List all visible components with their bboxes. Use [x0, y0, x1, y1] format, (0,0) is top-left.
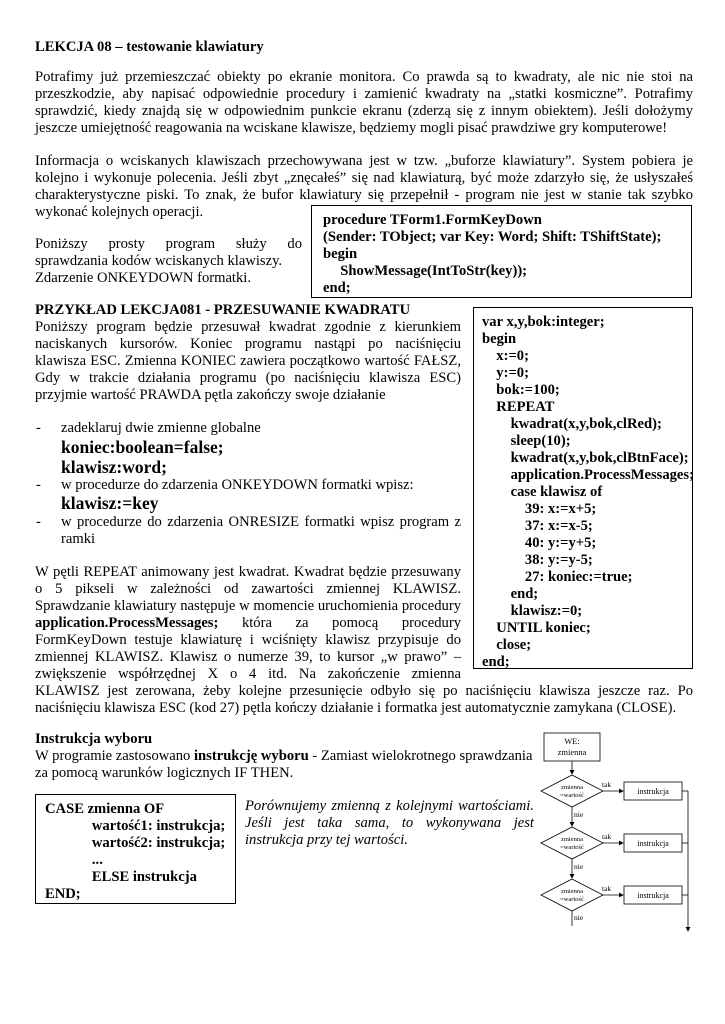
flowchart-no-label: nie — [574, 862, 584, 871]
flowchart-decision-label: =wartość — [560, 896, 584, 903]
code-line: var x,y,bok:integer; — [482, 314, 605, 330]
loop-line: Sprawdzanie klawiatury następuje w momencie uruchomienia procedury — [35, 598, 461, 614]
code-line: 40: y:=y+5; — [503, 535, 597, 551]
code-line: begin — [323, 246, 358, 262]
example-line: Poniższy program będzie przesuwał kwadrat zgodnie z kierunkiem — [35, 319, 461, 335]
flowchart-no-label: nie — [574, 913, 584, 922]
code-line: ShowMessage(IntToStr(key)); — [333, 263, 528, 279]
flowchart-action-label: instrukcja — [637, 839, 669, 848]
flowchart-decision-label: =wartość — [560, 844, 584, 851]
step-keydown: w procedurze do zdarzenia ONKEYDOWN formatki wpisz: — [61, 477, 414, 493]
code-line: kwadrat(x,y,bok,clRed); — [496, 416, 662, 432]
simple-program-paragraph — [35, 236, 302, 287]
code-line: end; — [482, 654, 510, 670]
buffer-line: kolejno i wykonuje polecenia. Jeśli zbyt „znęcałeś” się nad klawiaturą, być może zdarzyło się, że usłyszałeś — [35, 170, 693, 186]
intro-line: Potrafimy już przemieszczać obiekty po ekranie monitora. Co prawda są to kwadraty, ale nic nie stoi na — [35, 69, 693, 85]
flowchart-decision-label: zmienna — [560, 888, 584, 895]
code-line: kwadrat(x,y,bok,clBtnFace); — [496, 450, 689, 466]
bullet-dash: - — [36, 420, 41, 436]
step-onresize — [61, 514, 461, 548]
note-line: Porównujemy zmienną z kolejnymi wartościami. — [245, 798, 534, 814]
code-line: 27: koniec:=true; — [503, 569, 633, 585]
code-line: 37: x:=x-5; — [503, 518, 593, 534]
intro-paragraph — [35, 69, 693, 137]
page-title: LEKCJA 08 – testowanie klawiatury — [35, 39, 264, 55]
loop-line: FormKeyDown testuje klawiaturę i wciśnięty klawisz przypisuje do — [35, 632, 461, 648]
flowchart-yes-label: tak — [602, 832, 612, 841]
example-line: naciskanych kursorów. Koniec programu nastąpi po naciśnięciu — [35, 336, 461, 352]
intro-line: przeszkodzie, aby napisać odpowiednie procedury i zamienić kwadraty na „statki kosmiczne”. Potrafimy — [35, 86, 693, 102]
flowchart-decision-label: =wartość — [560, 792, 584, 799]
loop-description — [35, 564, 461, 683]
note-line: Jeśli jest taka sama, to wykonywana jest — [245, 815, 534, 831]
step-declare: zadeklaruj dwie zmienne globalne — [61, 420, 261, 436]
code-line: begin — [482, 331, 517, 347]
simple-program-line: sprawdzania kodów wciskanych klawiszy. — [35, 253, 283, 269]
flowchart-decision — [541, 775, 603, 807]
loop-line-bold: application.ProcessMessages; — [35, 615, 219, 631]
code-box-keydown — [311, 205, 692, 298]
choice-line-2: za pomocą warunków logicznych IF THEN. — [35, 765, 294, 781]
code-line: end; — [496, 586, 539, 602]
code-line: ELSE instrukcja — [70, 869, 197, 885]
code-line: UNTIL koniec; — [489, 620, 591, 636]
code-line: 39: x:=x+5; — [503, 501, 597, 517]
code-line: case klawisz of — [496, 484, 603, 500]
choice-text-bold: instrukcję wyboru — [194, 748, 309, 764]
choice-text: - Zamiast wielokrotnego sprawdzania — [308, 748, 533, 764]
note-line: instrukcja przy tej wartości. — [245, 832, 408, 848]
loop-line: zmiennej KLAWISZ. Klawisz o numerze 39, to kursor „w prawo” – — [35, 649, 461, 665]
loop-line: W pętli REPEAT animowany jest kwadrat. Kwadrat będzie przesuwany — [35, 564, 461, 580]
code-line: REPEAT — [489, 399, 555, 415]
loop-description-full — [35, 683, 693, 717]
flowchart-start-label: WE: — [564, 736, 580, 746]
loop-line: naciśnięciu klawisza ESC (kod 27) pętla kończy działanie i formatka jest automatycznie zamykana (CLOSE). — [35, 700, 677, 716]
code-line: end; — [323, 280, 351, 296]
code-line: CASE zmienna OF — [45, 801, 165, 817]
code-line: wartość1: instrukcja; — [70, 818, 226, 834]
flowchart-decision-label: zmienna — [560, 784, 584, 791]
declaration-klawisz: klawisz:word; — [61, 457, 167, 477]
code-line: wartość2: instrukcja; — [70, 835, 226, 851]
bullet-dash: - — [36, 477, 41, 493]
choice-text: W programie zastosowano — [35, 748, 194, 764]
loop-line-rest: która za pomocą procedury — [241, 615, 461, 631]
intro-line: sprawdzić, kiedy znajdą się w odpowiednim punkcie ekranu (zderzą się z innym obiektem). Jeśli dołożymy — [35, 103, 693, 119]
simple-program-line: Zdarzenie ONKEYDOWN formatki. — [35, 270, 251, 286]
code-line: klawisz:=0; — [496, 603, 583, 619]
flowchart-no-label: nie — [574, 810, 584, 819]
code-line: sleep(10); — [496, 433, 571, 449]
buffer-line: wykonać kolejnych operacji. — [35, 204, 204, 220]
flowchart-yes-label: tak — [602, 884, 612, 893]
example-description — [35, 319, 461, 404]
code-line: END; — [45, 886, 81, 902]
code-line: close; — [489, 637, 532, 653]
choice-flowchart — [530, 728, 700, 938]
flowchart-yes-label: tak — [602, 780, 612, 789]
code-box-loop — [473, 307, 693, 669]
flowchart-decision-label: zmienna — [560, 836, 584, 843]
bullet-dash: - — [36, 514, 41, 530]
loop-line: o 5 pikseli w zależności od zawartości zmiennej KLAWISZ. — [35, 581, 461, 597]
declaration-koniec: koniec:boolean=false; — [61, 437, 224, 457]
choice-title: Instrukcja wyboru — [35, 731, 153, 747]
code-line: 38: y:=y-5; — [503, 552, 593, 568]
compare-note — [245, 798, 534, 849]
code-box-case — [35, 794, 236, 904]
buffer-line: charakterystyczne piski. To znak, że bufor klawiatury się przepełnił - program nie jest w stanie tak szybko — [35, 187, 693, 203]
example-title: PRZYKŁAD LEKCJA081 - PRZESUWANIE KWADRATU — [35, 302, 411, 318]
example-line: Gdy w trakcie działania programu (po naciśnięciu klawisza ESC) — [35, 370, 461, 386]
code-line: application.ProcessMessages; — [496, 467, 694, 483]
code-line: y:=0; — [489, 365, 529, 381]
flowchart-start-label: zmienna — [557, 747, 587, 757]
flowchart-decision — [541, 879, 603, 911]
step-onresize-line: ramki — [61, 531, 96, 547]
simple-program-line: Poniższy prosty program służy do — [35, 236, 302, 252]
buffer-line: Informacja o wciskanych klawiszach przechowywana jest w tzw. „buforze klawiatury”. System pobiera je — [35, 153, 693, 169]
flowchart-action-label: instrukcja — [637, 787, 669, 796]
example-line: klawisza ESC. Zmienna KONIEC zawiera początkowo wartość FAŁSZ, — [35, 353, 461, 369]
assignment-klawisz: klawisz:=key — [61, 493, 159, 513]
loop-line — [35, 615, 461, 632]
intro-line: jeszcze umiejętność reagowania na wciskane klawisze, będziemy mogli pisać prawdziwe gry komputerowe! — [35, 120, 668, 136]
loop-line: zwiększenie współrzędnej X o 4 itd. Na zakończenie zmienna — [35, 666, 461, 682]
flowchart-action-label: instrukcja — [637, 891, 669, 900]
step-onresize-line: w procedurze do zdarzenia ONRESIZE formatki wpisz program z — [61, 514, 461, 530]
choice-line-1 — [35, 748, 532, 765]
example-line: przyjmie wartość PRAWDA pętla zakończy swoje działanie — [35, 387, 386, 403]
loop-line: KLAWISZ jest zerowana, żeby kolejne przesunięcie odbyło się po naciśnięciu klawisza jeszcze raz. Po — [35, 683, 693, 699]
flowchart-decision — [541, 827, 603, 859]
code-line: x:=0; — [489, 348, 529, 364]
code-line: (Sender: TObject; var Key: Word; Shift: TShiftState); — [323, 229, 662, 245]
code-line: ... — [70, 852, 103, 868]
code-line: procedure TForm1.FormKeyDown — [323, 212, 542, 228]
code-line: bok:=100; — [489, 382, 560, 398]
